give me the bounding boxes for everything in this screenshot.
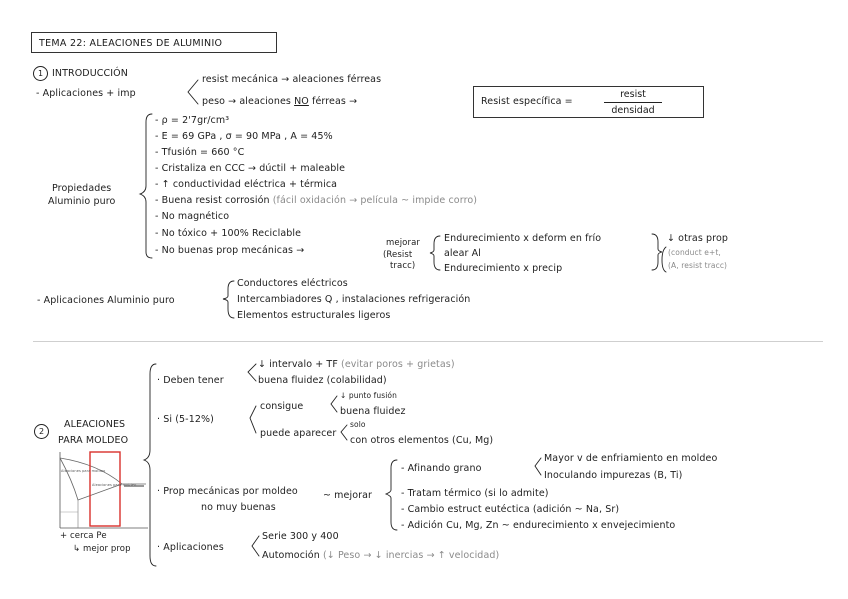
consigue-label: consigue	[260, 401, 304, 412]
otras-prop-sub-2: (A, resist tracc)	[668, 261, 728, 270]
mejora-item-1: Endurecimiento x deform en frío	[444, 233, 602, 244]
deben-item-1-note: (evitar poros + grietas)	[341, 359, 455, 370]
apl-puro-1: Conductores eléctricos	[237, 278, 348, 289]
consigue-item-1: ↓ punto fusión	[340, 391, 397, 400]
brace-deben	[248, 364, 256, 381]
section-2-heading-2: PARA MOLDEO	[58, 435, 129, 446]
prop-cristaliza: - Cristaliza en CCC → dúctil + maleable	[155, 163, 346, 174]
puede-item-2: con otros elementos (Cu, Mg)	[350, 435, 494, 446]
mejora-item-3: Endurecimiento x precip	[444, 263, 563, 274]
prop-tfusion: - Tfusión = 660 °C	[155, 147, 245, 158]
brace-propiedades	[140, 114, 152, 258]
apl-puro-3: Elementos estructurales ligeros	[237, 310, 391, 321]
afinando-item-2: Inoculando impurezas (B, Ti)	[544, 470, 683, 481]
apl-item-2	[202, 97, 357, 107]
brace-mejorar	[430, 236, 440, 270]
section-1-heading: INTRODUCCIÓN	[52, 68, 128, 79]
propiedades-label-1: Propiedades	[52, 183, 112, 194]
apl-2-item-1: Serie 300 y 400	[262, 531, 339, 542]
brace-aplicaciones	[188, 80, 198, 104]
deben-tener-label: · Deben tener	[157, 375, 224, 386]
mejorar-2-label: ~ mejorar	[323, 490, 373, 501]
graph-label-2: Aleaciones para moldeo	[92, 483, 137, 487]
brace-si	[250, 406, 256, 433]
propiedades-label-2: Aluminio puro	[48, 196, 116, 207]
afinando-item-1: Mayor v de enfriamiento en moldeo	[544, 453, 718, 464]
graph-note-2: ↳ mejor prop	[73, 544, 131, 554]
apl-puro-2: Intercambiadores Q , instalaciones refrigeración	[237, 294, 471, 305]
brace-mejorar-2	[386, 460, 397, 530]
cambio-item: - Cambio estruct eutéctica (adición ~ Na, Sr)	[401, 504, 620, 515]
otras-prop: ↓ otras prop	[667, 233, 728, 244]
tratam-item: - Tratam térmico (si lo admite)	[401, 488, 549, 499]
paren-otras-prop	[662, 247, 666, 272]
brace-aplicaciones-2	[252, 536, 259, 556]
section-2-heading-1: ALEACIONES	[64, 419, 126, 430]
prop-density: - ρ = 2'7gr/cm³	[155, 115, 230, 126]
resist-tracc-1: (Resist	[383, 250, 413, 260]
prop-modulus: - E = 69 GPa , σ = 90 MPa , A = 45%	[155, 131, 333, 142]
section-2-number: 2	[34, 424, 49, 439]
formula-fraction	[604, 89, 662, 116]
graph-label-1: Aleaciones para moldeo	[61, 469, 106, 473]
prop-conductividad: - ↑ conductividad eléctrica + térmica	[155, 179, 338, 190]
mejora-item-2: alear Al	[444, 248, 481, 259]
apl-2-item-2-note: (↓ Peso → ↓ inercias → ↑ velocidad)	[322, 550, 500, 561]
afinando-label: - Afinando grano	[401, 463, 482, 474]
graph-note-1: + cerca Pe	[60, 531, 107, 541]
formula-numerator: resist	[620, 89, 646, 100]
brace-consigue	[331, 396, 337, 412]
apl-item-1: resist mecánica → aleaciones férreas	[202, 74, 382, 85]
section-divider	[33, 341, 823, 342]
deben-item-1	[258, 360, 455, 370]
formula-left: Resist específica =	[481, 96, 573, 107]
prop-corrosion-note: (fácil oxidación → película ~ impide corro)	[272, 195, 478, 206]
aplicaciones-puro-label: - Aplicaciones Aluminio puro	[37, 295, 175, 306]
puede-item-1: solo	[350, 420, 366, 429]
otras-prop-sub-1: (conduct e+t,	[668, 248, 721, 257]
prop-moldeo-2: no muy buenas	[201, 502, 276, 513]
apl-2-item-2	[262, 551, 499, 561]
deben-item-1-main: ↓ intervalo + TF	[258, 359, 338, 370]
apl-item-2-no: NO	[294, 96, 309, 107]
page-title: TEMA 22: ALEACIONES DE ALUMINIO	[39, 38, 223, 49]
deben-item-2: buena fluidez (colabilidad)	[258, 375, 387, 386]
consigue-item-2: buena fluidez	[340, 406, 406, 417]
adicion-item: - Adición Cu, Mg, Zn ~ endurecimiento x envejecimiento	[401, 520, 676, 531]
brace-otras-prop	[652, 234, 662, 270]
section-1-number: 1	[33, 66, 48, 81]
puede-aparecer-label: puede aparecer	[260, 428, 337, 439]
fraction-bar	[604, 102, 662, 103]
prop-toxico: - No tóxico + 100% Reciclable	[155, 228, 302, 239]
apl-2-item-2-main: Automoción	[262, 550, 320, 561]
formula-denominator: densidad	[611, 105, 655, 116]
apl-item-2-pre: peso → aleaciones	[202, 96, 291, 107]
prop-corrosion	[155, 196, 477, 206]
prop-magnetico: - No magnético	[155, 211, 230, 222]
brace-puede	[341, 425, 347, 440]
aplicaciones-label: - Aplicaciones + imp	[36, 88, 136, 99]
phase-diagram	[58, 450, 150, 532]
title-box	[31, 32, 277, 53]
si-label: · Si (5-12%)	[157, 414, 214, 425]
brace-afinando	[535, 458, 541, 475]
resist-tracc-2: tracc)	[390, 261, 416, 271]
mejorar-label: mejorar	[386, 238, 420, 248]
prop-mecanicas: - No buenas prop mecánicas →	[155, 245, 305, 256]
apl-item-2-post: férreas →	[312, 96, 358, 107]
prop-moldeo-1: · Prop mecánicas por moldeo	[157, 486, 298, 497]
brace-aplicaciones-puro	[223, 281, 234, 318]
prop-corrosion-main: - Buena resist corrosión	[155, 195, 270, 206]
aplicaciones-2-label: · Aplicaciones	[157, 542, 224, 553]
